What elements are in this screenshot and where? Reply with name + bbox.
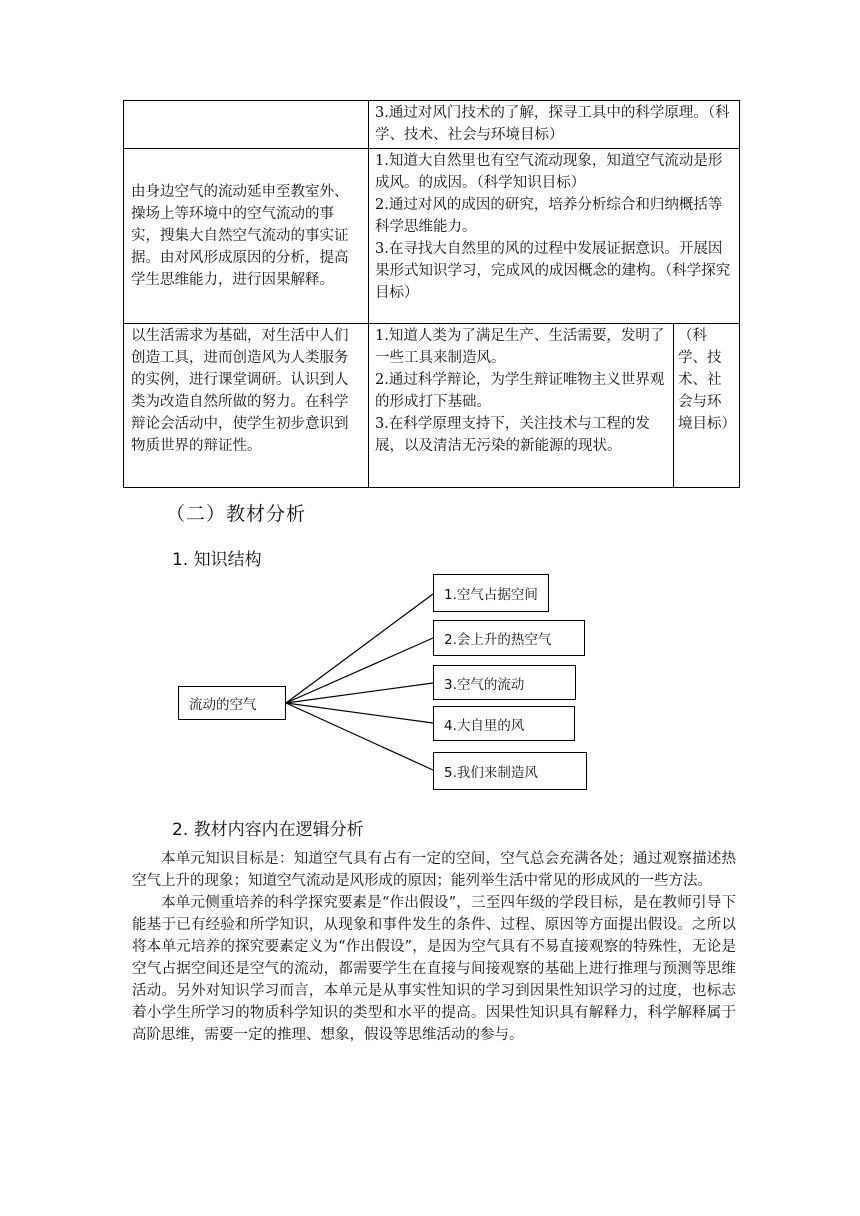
paragraph: 本单元侧重培养的科学探究要素是“作出假设”，三至四年级的学段目标，是在教师引导下能基于已有经验和所学知识，从现象和事件发生的条件、过程、原因等方面提出假设。之所以将本单元培养的探究要素定义为“作出假设”，是因为空气具有不易直接观察的特殊性，无论是空气占据空间还是空气的流动，都需要学生在直接与间接观察的基础上进行推理与预测等思维活动。另外对知识学习而言，本单元是从事实性知识的学习到因果性知识学习的过度，也标志着小学生所学习的物质科学知识的类型和水平的提高。因果性知识具有解释力，科学解释属于高阶思维，需要一定的推理、想象，假设等思维活动的参与。 xyxy=(132,895,736,1043)
goal-item: 2.通过科学辩论，为学生辩证唯物主义世界观的形成打下基础。 xyxy=(375,372,665,410)
goal-item: 1.知道大自然里也有空气流动现象，知道空气流动是形成风。的成因。（科学知识目标） xyxy=(375,153,723,191)
diagram-root-node: 流动的空气 xyxy=(178,686,286,720)
table-cell-goals: 3.通过对风门技术的了解，探寻工具中的科学原理。（科学、技术、社会与环境目标） xyxy=(369,101,740,149)
connector-line xyxy=(286,594,433,703)
table-cell-activity: 由身边空气的流动延申至教室外、操场上等环境中的空气流动的事实，搜集大自然空气流动的事实证据。由对风形成原因的分析，提高学生思维能力，进行因果解释。 xyxy=(124,149,369,324)
subheading-logic-analysis: 2. 教材内容内在逻辑分析 xyxy=(172,820,364,840)
analysis-text xyxy=(132,848,736,1046)
goal-item: 3.在寻找大自然里的风的过程中发展证据意识。开展因果形式知识学习，完成风的成因概念的建构。（科学探究目标） xyxy=(375,241,731,301)
goal-item: 1.知道人类为了满足生产、生活需要，发明了一些工具来制造风。 xyxy=(375,328,665,366)
table-cell-goal-type: （科学、技术、社会与环境目标） xyxy=(674,324,740,488)
diagram-child-node: 1.空气占据空间 xyxy=(433,574,549,612)
paragraph: 本单元知识目标是：知道空气具有占有一定的空间，空气总会充满各处；通过观察描述热空气上升的现象；知道空气流动是风形成的原因；能列举生活中常见的形成风的一些方法。 xyxy=(132,851,736,889)
goal-item: 2.通过对风的成因的研究，培养分析综合和归纳概括等科学思维能力。 xyxy=(375,197,723,235)
section-heading: （二）教材分析 xyxy=(166,503,307,525)
table-cell-activity: 以生活需求为基础，对生活中人们创造工具，进而创造风为人类服务的实例，进行课堂调研。认识到人类为改造自然所做的努力。在科学辩论会活动中，使学生初步意识到物质世界的辩证性。 xyxy=(124,324,369,488)
diagram-child-node: 5.我们来制造风 xyxy=(433,752,587,790)
subheading-knowledge-structure: 1. 知识结构 xyxy=(172,550,262,570)
diagram-child-node: 3.空气的流动 xyxy=(433,665,576,700)
goal-item: 3.在科学原理支持下，关注技术与工程的发展，以及清洁无污染的新能源的现状。 xyxy=(375,416,650,454)
diagram-child-node: 4.大自里的风 xyxy=(433,706,575,741)
diagram-child-node: 2.会上升的热空气 xyxy=(433,620,585,656)
